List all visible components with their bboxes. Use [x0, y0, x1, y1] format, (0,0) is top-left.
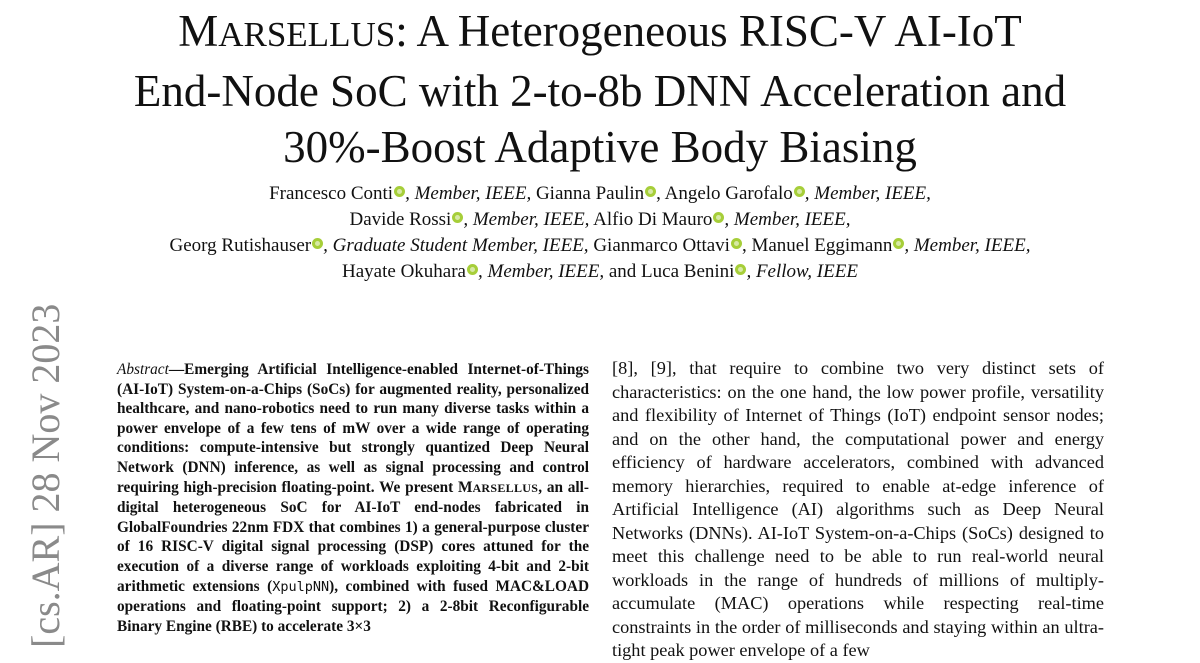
orcid-icon[interactable] — [731, 238, 742, 249]
author-affiliation: , Fellow, IEEE — [746, 261, 858, 282]
abstract-text-3: ), combined with fused MAC&LOAD operations and floating-point support; 2) a 2-8bit Reconfigurable Binary Engine (RBE) to accelerate 3×3 — [117, 577, 589, 635]
author-affiliation: , Member, IEEE, — [463, 209, 590, 230]
author-name: Francesco Conti — [269, 183, 394, 204]
author-line-1 — [60, 181, 1140, 207]
abstract — [117, 360, 589, 636]
abstract-smallcaps-rest: ARSELLUS — [472, 480, 539, 495]
author-name: , Angelo Garofalo — [656, 183, 793, 204]
orcid-icon[interactable] — [713, 212, 724, 223]
abstract-text-1: Emerging Artificial Intelligence-enabled Internet-of-Things (AI-IoT) System-on-a-Chips (SoCs) for augmented reality, personalized healthcare, and nano-robotics need to run many diverse tasks within a power envelope of a few tens of mW over a wide range of operating conditions: compute-intensive but strongly quantized Deep Neural Network (DNN) inference, as well as signal processing and control requiring high-precision floating-point. We present — [117, 361, 589, 496]
arxiv-stamp: [cs.AR] 28 Nov 2023 — [23, 303, 68, 648]
title-line-1 — [60, 3, 1140, 63]
author-affiliation: , Graduate Student Member, IEEE, — [323, 235, 589, 256]
orcid-icon[interactable] — [794, 186, 805, 197]
author-affiliation: , Member, IEEE, — [904, 235, 1031, 256]
orcid-icon[interactable] — [893, 238, 904, 249]
author-affiliation: , Member, IEEE, — [804, 183, 931, 204]
title-line-1-rest: : A Heterogeneous RISC-V AI-IoT — [395, 6, 1022, 56]
author-name: Gianna Paulin — [531, 183, 645, 204]
orcid-icon[interactable] — [452, 212, 463, 223]
orcid-icon[interactable] — [394, 186, 405, 197]
author-line-3 — [60, 233, 1140, 259]
author-affiliation: , Member, IEEE, — [405, 183, 532, 204]
title-line-2: End-Node SoC with 2-to-8b DNN Acceleration and — [133, 66, 1067, 116]
author-name: Davide Rossi — [349, 209, 452, 230]
author-name: , Manuel Eggimann — [741, 235, 893, 256]
paper-title — [60, 3, 1140, 175]
abstract-smallcaps-initial: M — [458, 478, 473, 496]
author-name: and Luca Benini — [604, 261, 735, 282]
author-name: Georg Rutishauser — [169, 235, 312, 256]
author-line-4 — [60, 259, 1140, 285]
author-affiliation: , Member, IEEE, — [724, 209, 851, 230]
author-list — [60, 181, 1140, 285]
abstract-dash: — — [168, 361, 185, 378]
author-name: Gianmarco Ottavi — [588, 235, 730, 256]
orcid-icon[interactable] — [467, 264, 478, 275]
abstract-text-2: , an all-digital heterogeneous SoC for AI-IoT end-nodes fabricated in GlobalFoundries 22nm FDX that combines 1) a general-purpose cluster of 16 RISC-V digital signal processing (DSP) cores attuned for the execution of a diverse range of workloads exploiting 4-bit and 2-bit arithmetic extensions ( — [117, 478, 589, 595]
orcid-icon[interactable] — [645, 186, 656, 197]
abstract-code: XpulpNN — [272, 578, 330, 595]
author-affiliation: , Member, IEEE, — [478, 261, 605, 282]
intro-paragraph: [8], [9], that require to combine two very distinct sets of characteristics: on the one hand, the low power profile, versatility and flexibility of Internet of Things (IoT) endpoint sensor nodes; and on the other hand, the computational power and energy efficiency of hardware accelerators, combined with advanced memory hierarchies, required to enable at-edge inference of Artificial Intelligence (AI) algorithms such as Deep Neural Networks (DNNs). AI-IoT System-on-a-Chips (SoCs) designed to meet this challenge need to be able to run real-world neural workloads in the range of hundreds of millions of multiply-accumulate (MAC) operations while respecting real-time constraints in the order of milliseconds and staying within an ultra-tight peak power envelope of a few — [612, 358, 1104, 660]
title-smallcaps-initial: M — [178, 6, 219, 56]
title-smallcaps-rest: ARSELLUS — [218, 15, 396, 54]
orcid-icon[interactable] — [735, 264, 746, 275]
author-name: Hayate Okuhara — [342, 261, 466, 282]
title-line-3: 30%-Boost Adaptive Body Biasing — [283, 122, 917, 172]
author-line-2 — [60, 207, 1140, 233]
abstract-heading: Abstract — [117, 361, 169, 378]
orcid-icon[interactable] — [312, 238, 323, 249]
author-name: Alfio Di Mauro — [589, 209, 713, 230]
